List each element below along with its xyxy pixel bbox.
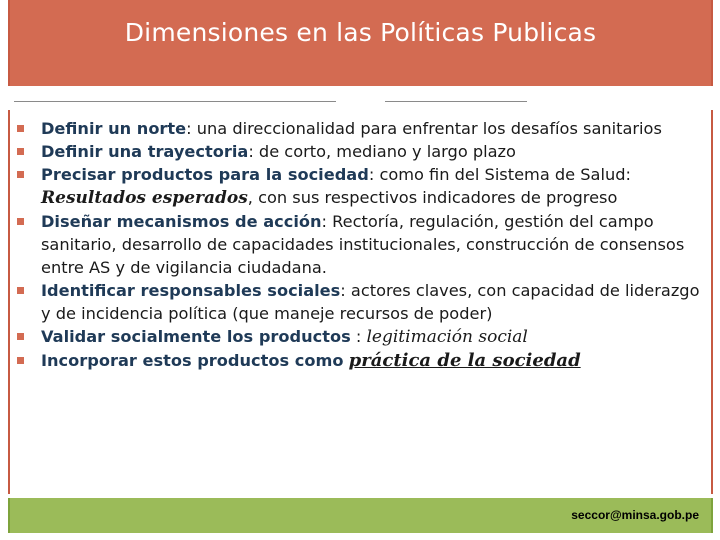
bullet-text: una direccionalidad para enfrentar los desafíos sanitarios: [196, 119, 662, 138]
bullet-text: Rectoría, regulación, gestión del campo sanitario, desarrollo de capacidades institucionales, construcción de consensos entre AS y de vigilancia ciudadana.: [41, 212, 685, 277]
bullet-heading: Definir una trayectoria: [41, 142, 249, 161]
bullet-emphasis: Resultados esperados: [41, 188, 248, 208]
slide-title: Dimensiones en las Políticas Publicas: [124, 18, 597, 47]
bullet-italic-text: legitimación social: [366, 327, 528, 347]
footer-bar: [8, 498, 713, 533]
divider-line: [14, 101, 336, 102]
square-bullet-icon: [17, 333, 24, 340]
bullet-item: [17, 279, 707, 325]
bullet-heading: Validar socialmente los productos: [41, 327, 351, 346]
square-bullet-icon: [17, 287, 24, 294]
bullet-heading: Precisar productos para la sociedad: [41, 165, 369, 184]
square-bullet-icon: [17, 125, 24, 132]
bullet-separator: :: [368, 165, 380, 184]
bullet-separator: :: [321, 212, 333, 231]
bullet-text: , con sus respectivos indicadores de progreso: [247, 188, 618, 207]
bullet-underlined-text: práctica de la sociedad: [348, 350, 581, 371]
bullet-heading: Incorporar estos productos como: [41, 351, 344, 370]
title-bar: [8, 0, 713, 86]
bullet-separator: :: [340, 281, 351, 300]
bullet-heading: Definir un norte: [41, 119, 187, 138]
square-bullet-icon: [17, 171, 24, 178]
bullet-item: [17, 349, 707, 372]
bullet-text: como fin del Sistema de Salud:: [379, 165, 631, 184]
square-bullet-icon: [17, 218, 24, 225]
divider-line: [385, 101, 527, 102]
bullet-text: actores claves, con capacidad de liderazgo y de incidencia política (que maneje recursos de poder): [41, 281, 700, 323]
bullet-heading: Diseñar mecanismos de acción: [41, 212, 322, 231]
bullet-item: [17, 210, 707, 279]
bullet-separator: :: [248, 142, 259, 161]
bullet-item: [17, 117, 707, 140]
square-bullet-icon: [17, 148, 24, 155]
bullet-item: [17, 163, 707, 210]
bullet-heading: Identificar responsables sociales: [41, 281, 341, 300]
footer-email: seccor@minsa.gob.pe: [571, 508, 699, 522]
bullet-separator: :: [350, 327, 367, 346]
bullet-item: [17, 140, 707, 163]
bullet-text: de corto, mediano y largo plazo: [258, 142, 516, 161]
bullet-item: [17, 325, 707, 349]
square-bullet-icon: [17, 357, 24, 364]
bullet-list: [17, 117, 707, 372]
bullet-separator: :: [186, 119, 197, 138]
